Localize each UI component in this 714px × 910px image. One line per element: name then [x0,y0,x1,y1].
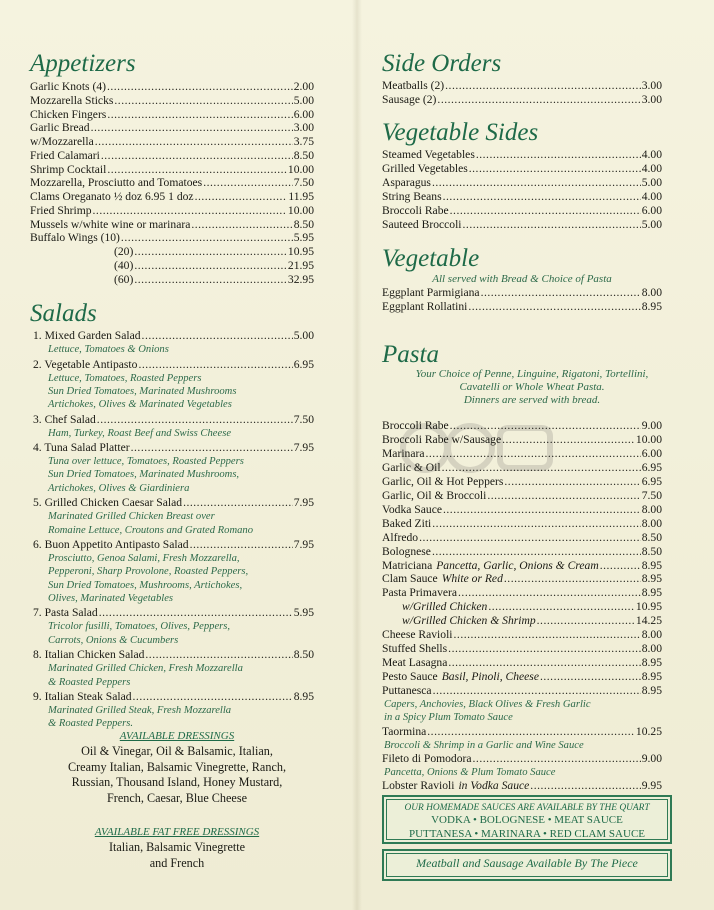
item-price: 6.95 [641,460,662,474]
appetizer-row [30,94,314,108]
item-price: 8.00 [641,628,662,642]
pasta-note: Cavatelli or Whole Wheat Pasta. [459,380,605,393]
appetizer-row [114,273,314,287]
dot-leader [107,108,292,122]
dot-leader [469,162,641,176]
dot-leader [134,245,287,259]
item-price: 6.00 [641,446,662,460]
dot-leader [114,94,292,108]
appetizers-title: Appetizers [30,50,136,77]
item-price: 5.95 [293,231,314,245]
dot-leader [95,135,293,149]
item-name: 1. Mixed Garden Salad [33,329,141,342]
pasta-row [382,752,662,766]
item-description: Prosciutto, Genoa Salami, Fresh Mozzarella, [48,553,240,564]
fatfree-title: AVAILABLE FAT FREE DRESSINGS [94,826,260,838]
item-description: in a Spicy Plum Tomato Sauce [384,712,513,724]
item-name: 9. Italian Steak Salad [33,690,132,703]
vegetable-side-row [382,190,662,204]
dot-leader [476,148,641,162]
item-name: Matriciana [382,558,433,572]
dot-leader [133,690,293,704]
dressings-line: French, Caesar, Blue Cheese [107,790,247,805]
item-price: 8.50 [293,217,314,231]
dot-leader [445,79,641,93]
item-price: 8.50 [293,148,314,162]
item-name: Marinara [382,446,425,460]
vegetable-sides-title: Vegetable Sides [382,119,539,146]
item-description: Broccoli & Shrimp in a Garlic and Wine Sauce [384,739,584,751]
item-name: Sauteed Broccoli [382,217,462,231]
item-price: 6.95 [293,357,314,371]
dot-leader [540,670,641,684]
item-price: 10.25 [635,724,662,738]
dot-leader [450,419,641,433]
vegetable-side-row [382,176,662,190]
item-description: & Roasted Peppers [48,676,131,688]
item-price: 7.50 [641,488,662,502]
dot-leader [101,149,293,163]
item-name: 4. Tuna Salad Platter [33,441,130,455]
item-name: Mussels w/white wine or marinara [30,217,191,231]
meatball-box-text: Meatball and Sausage Available By The Piece [416,856,638,870]
appetizer-row [30,190,314,204]
item-price: 7.50 [293,176,314,190]
dot-leader [99,606,293,620]
item-name: Broccoli Rabe w/Sausage [382,432,502,446]
dressings-line: Creamy Italian, Balsamic Vinegrette, Ranch, [67,759,286,774]
item-price: 7.50 [293,412,314,426]
appetizer-row [30,80,314,94]
dot-leader [443,190,641,204]
item-name: Steamed Vegetables [382,148,475,161]
dot-leader [121,231,293,245]
item-name: Shrimp Cocktail [30,162,107,176]
item-name: Broccoli Rabe [382,419,449,432]
item-description: Capers, Anchovies, Black Olives & Fresh Garlic [384,699,591,710]
item-price: 7.95 [293,441,314,455]
item-name: Alfredo [382,530,419,544]
item-price: 5.00 [293,329,314,342]
pasta-title: Pasta [382,341,439,368]
item-name: Eggplant Parmigiana [382,286,480,299]
fatfree-line: Italian, Balsamic Vinegrette [108,840,246,854]
vegetable-note: All served with Bread & Choice of Pasta [432,273,612,285]
item-name: Garlic Bread [30,121,90,135]
salad-row [30,413,314,427]
item-description: Sun Dried Tomatoes, Mushrooms, Artichokes, [48,579,243,591]
item-price: 8.95 [641,572,662,586]
left-column [30,0,314,910]
dot-leader [142,329,293,343]
salad-row [30,329,314,343]
fatfree-line: and French [149,855,205,870]
item-description: Lettuce, Tomatoes & Onions [48,344,169,355]
dot-leader [504,475,640,489]
item-name: Fried Calamari [30,148,100,162]
side-order-row [382,79,662,93]
item-description: Romaine Lettuce, Croutons and Grated Romano [48,524,253,536]
item-description: Sun Dried Tomatoes, Marinated Mushrooms, [48,469,240,481]
item-price: 8.00 [641,286,662,299]
item-description: Carrots, Onions & Cucumbers [48,634,179,646]
item-name: String Beans [382,189,442,203]
item-name: Mozzarella Sticks [30,93,114,107]
item-name: Eggplant Rollatini [382,300,468,313]
appetizer-row [30,121,314,135]
appetizer-row [30,108,314,122]
dot-leader [432,176,641,190]
pasta-row [382,628,662,642]
sauces-box-line: VODKA • BOLOGNESE • MEAT SAUCE [431,814,623,826]
dot-leader [427,725,635,739]
dot-leader [107,80,293,94]
dot-leader [481,286,641,300]
salad-row [30,358,314,372]
item-price: 5.00 [641,217,662,231]
item-name: Buffalo Wings (10) [30,231,120,245]
dressings-line: Oil & Vinegar, Oil & Balsamic, Italian, [81,744,273,758]
item-price: 9.00 [641,751,662,765]
item-price: 8.95 [293,690,314,703]
salad-row [30,496,314,510]
dot-leader [450,204,641,218]
vegetable-side-row [382,148,662,162]
item-description: Tuna over lettuce, Tomatoes, Roasted Peppers [48,456,244,468]
item-subtitle: in Vodka Sauce [458,779,530,793]
page-fold [352,0,362,910]
item-subtitle: Pancetta, Garlic, Onions & Cream [436,558,599,572]
item-price: 6.95 [641,474,662,488]
dot-leader [183,496,293,510]
dot-leader [191,218,292,232]
dot-leader [530,779,640,793]
pasta-row [382,725,662,739]
pasta-row [382,684,662,698]
pasta-row [382,670,662,684]
pasta-row [382,614,662,628]
pasta-row [382,531,662,545]
dot-leader [203,176,293,190]
item-price: 5.00 [641,175,662,189]
vegetable-side-row [382,218,662,232]
right-column [382,0,662,910]
item-description: & Roasted Peppers. [48,718,134,730]
item-name: (60) [114,272,134,286]
item-description: Sun Dried Tomatoes, Marinated Mushrooms [48,385,237,397]
dot-leader [468,300,640,314]
item-name: 3. Chef Salad [33,412,96,426]
dot-leader [131,441,293,455]
item-name: Meatballs (2) [382,79,445,92]
dot-leader [107,163,287,177]
pasta-row [382,489,662,503]
item-name: w/Mozzarella [30,135,94,148]
item-price: 8.00 [641,516,662,530]
item-name: Lobster Ravioli [382,779,455,793]
dot-leader [448,642,641,656]
item-name: Fileto di Pomodora [382,751,472,765]
salad-row [30,441,314,455]
item-description: Pancetta, Onions & Plum Tomato Sauce [384,766,556,778]
salads-title: Salads [30,300,97,327]
item-price: 8.95 [641,558,662,572]
item-name: Cheese Ravioli [382,628,453,642]
appetizer-row [114,245,314,259]
item-description: Olives, Marinated Vegetables [48,592,174,604]
appetizer-row [30,204,314,218]
item-price: 6.00 [293,107,314,121]
item-price: 5.95 [293,606,314,620]
item-name: (20) [114,245,134,258]
pasta-note: Dinners are served with bread. [463,393,601,406]
item-price: 32.95 [287,272,314,286]
dot-leader [195,190,288,204]
item-price: 4.00 [641,189,662,203]
salad-row [30,606,314,620]
item-description: Lettuce, Tomatoes, Roasted Peppers [48,372,202,384]
item-price: 5.00 [293,93,314,107]
item-price: 10.00 [287,203,314,217]
sauces-box-title: OUR HOMEMADE SAUCES ARE AVAILABLE BY THE QUART [404,803,650,813]
item-name: Garlic, Oil & Broccoli [382,488,487,502]
item-name: Fried Shrimp [30,203,92,217]
item-name: Taormina [382,724,427,738]
dot-leader [426,447,641,461]
dot-leader [93,204,287,218]
dot-leader [537,614,635,628]
side-order-row [382,93,662,107]
item-name: w/Grilled Chicken & Shrimp [402,614,536,628]
item-price: 9.00 [641,419,662,432]
item-name: 2. Vegetable Antipasto [33,357,138,371]
pasta-row [382,517,662,531]
pasta-row [382,461,662,475]
item-price: 8.95 [641,684,662,698]
pasta-row [382,572,662,586]
pasta-row [382,642,662,656]
dot-leader [443,503,641,517]
sauces-box [382,795,672,844]
dot-leader [600,559,641,573]
item-name: 5. Grilled Chicken Caesar Salad [33,496,183,510]
dot-leader [454,628,641,642]
dot-leader [448,656,640,670]
item-name: Vodka Sauce [382,502,442,516]
dot-leader [502,433,635,447]
sauces-box-line: PUTTANESA • MARINARA • RED CLAM SAUCE [408,828,645,840]
dot-leader [419,531,641,545]
salad-row [30,648,314,662]
appetizer-row [30,149,314,163]
appetizer-row [114,259,314,273]
item-name: Clam Sauce [382,572,438,586]
dot-leader [91,121,293,135]
dot-leader [190,538,293,552]
dot-leader [458,586,641,600]
dot-leader [504,572,641,586]
dot-leader [138,358,292,372]
item-price: 7.95 [293,538,314,551]
item-price: 8.50 [641,544,662,558]
dot-leader [134,259,287,273]
item-name: Sausage (2) [382,93,437,106]
dot-leader [433,684,641,698]
item-price: 8.50 [641,530,662,544]
dot-leader [442,461,641,475]
item-name: Grilled Vegetables [382,161,468,175]
appetizer-row [30,135,314,149]
dot-leader [488,600,635,614]
dot-leader [473,752,641,766]
pasta-row [382,419,662,433]
item-price: 8.00 [641,502,662,516]
item-description: Pepperoni, Sharp Provolone, Roasted Peppers, [48,566,249,578]
pasta-row [382,545,662,559]
item-name: Bolognese [382,544,431,558]
dot-leader [432,517,640,531]
item-name: Puttanesca [382,684,432,698]
vegetable-row [382,286,662,300]
item-price: 8.95 [641,670,662,684]
item-name: Pasta Primavera [382,586,458,600]
dot-leader [463,218,641,232]
item-price: 2.00 [293,80,314,93]
vegetable-side-row [382,162,662,176]
item-price: 14.25 [635,614,662,628]
item-name: Chicken Fingers [30,107,107,121]
item-description: Artichokes, Olives & Marinated Vegetables [48,399,232,411]
dressings-title: AVAILABLE DRESSINGS [119,730,235,742]
item-name: (40) [114,258,134,272]
item-name: Meat Lasagna [382,656,448,670]
item-price: 8.95 [641,656,662,670]
item-name: Asparagus [382,175,431,189]
item-price: 8.95 [641,300,662,313]
item-name: Pesto Sauce [382,670,438,684]
pasta-row [382,600,662,614]
item-price: 8.95 [641,586,662,600]
side-orders-title: Side Orders [382,50,502,77]
item-price: 10.00 [287,162,314,176]
appetizer-row [30,218,314,232]
item-description: Marinated Grilled Chicken, Fresh Mozzarella [48,663,243,675]
dot-leader [487,489,640,503]
item-name: Stuffed Shells [382,642,448,656]
item-name: Broccoli Rabe [382,203,449,217]
item-price: 4.00 [641,148,662,161]
item-price: 4.00 [641,161,662,175]
vegetable-row [382,300,662,314]
appetizer-row [30,163,314,177]
pasta-row [382,656,662,670]
pasta-row [382,475,662,489]
item-price: 21.95 [287,258,314,272]
item-description: Marinated Grilled Steak, Fresh Mozzarella [48,705,232,716]
pasta-row [382,433,662,447]
item-price: 6.00 [641,203,662,217]
item-name: 7. Pasta Salad [33,606,98,620]
item-price: 9.95 [641,779,662,793]
item-subtitle: White or Red [441,572,503,586]
pasta-row [382,447,662,461]
meatball-box [382,849,672,881]
item-price: 10.00 [635,432,662,446]
item-name: Garlic & Oil [382,460,441,474]
item-name: w/Grilled Chicken [402,600,488,614]
item-price: 10.95 [635,600,662,614]
item-description: Ham, Turkey, Roast Beef and Swiss Cheese [48,427,232,439]
item-price: 8.50 [293,648,314,662]
pasta-row [382,503,662,517]
item-price: 3.00 [641,93,662,106]
item-name: 6. Buon Appetito Antipasto Salad [33,538,189,551]
item-subtitle: Basil, Pinoli, Cheese [441,670,539,684]
item-price: 3.00 [641,79,662,92]
dot-leader [432,545,641,559]
salad-row [30,690,314,704]
pasta-note: Your Choice of Penne, Linguine, Rigatoni, Tortellini, [415,368,649,380]
dot-leader [97,413,293,427]
pasta-row [382,779,662,793]
item-name: Baked Ziti [382,516,432,530]
item-name: 8. Italian Chicken Salad [33,648,145,662]
item-price: 3.00 [293,121,314,135]
salad-row [30,538,314,552]
pasta-row [382,586,662,600]
vegetable-title: Vegetable [382,245,480,272]
appetizer-row [30,176,314,190]
item-price: 8.00 [641,642,662,656]
item-description: Tricolor fusilli, Tomatoes, Olives, Peppers, [48,621,231,633]
item-name: Garlic, Oil & Hot Peppers [382,474,504,488]
item-price: 11.95 [288,190,314,203]
pasta-row [382,559,662,573]
appetizer-row [30,231,314,245]
item-price: 10.95 [287,245,314,258]
dot-leader [134,273,287,287]
item-price: 7.95 [293,496,314,510]
item-name: Mozzarella, Prosciutto and Tomatoes [30,176,203,190]
dot-leader [437,93,640,107]
item-description: Marinated Grilled Chicken Breast over [48,511,215,523]
dot-leader [145,648,292,662]
vegetable-side-row [382,204,662,218]
item-name: Clams Oreganato ½ doz 6.95 1 doz [30,190,194,203]
item-price: 3.75 [293,135,314,148]
item-name: Garlic Knots (4) [30,80,106,93]
item-description: Artichokes, Olives & Giardiniera [48,482,190,494]
dressings-line: Russian, Thousand Island, Honey Mustard, [71,775,283,790]
